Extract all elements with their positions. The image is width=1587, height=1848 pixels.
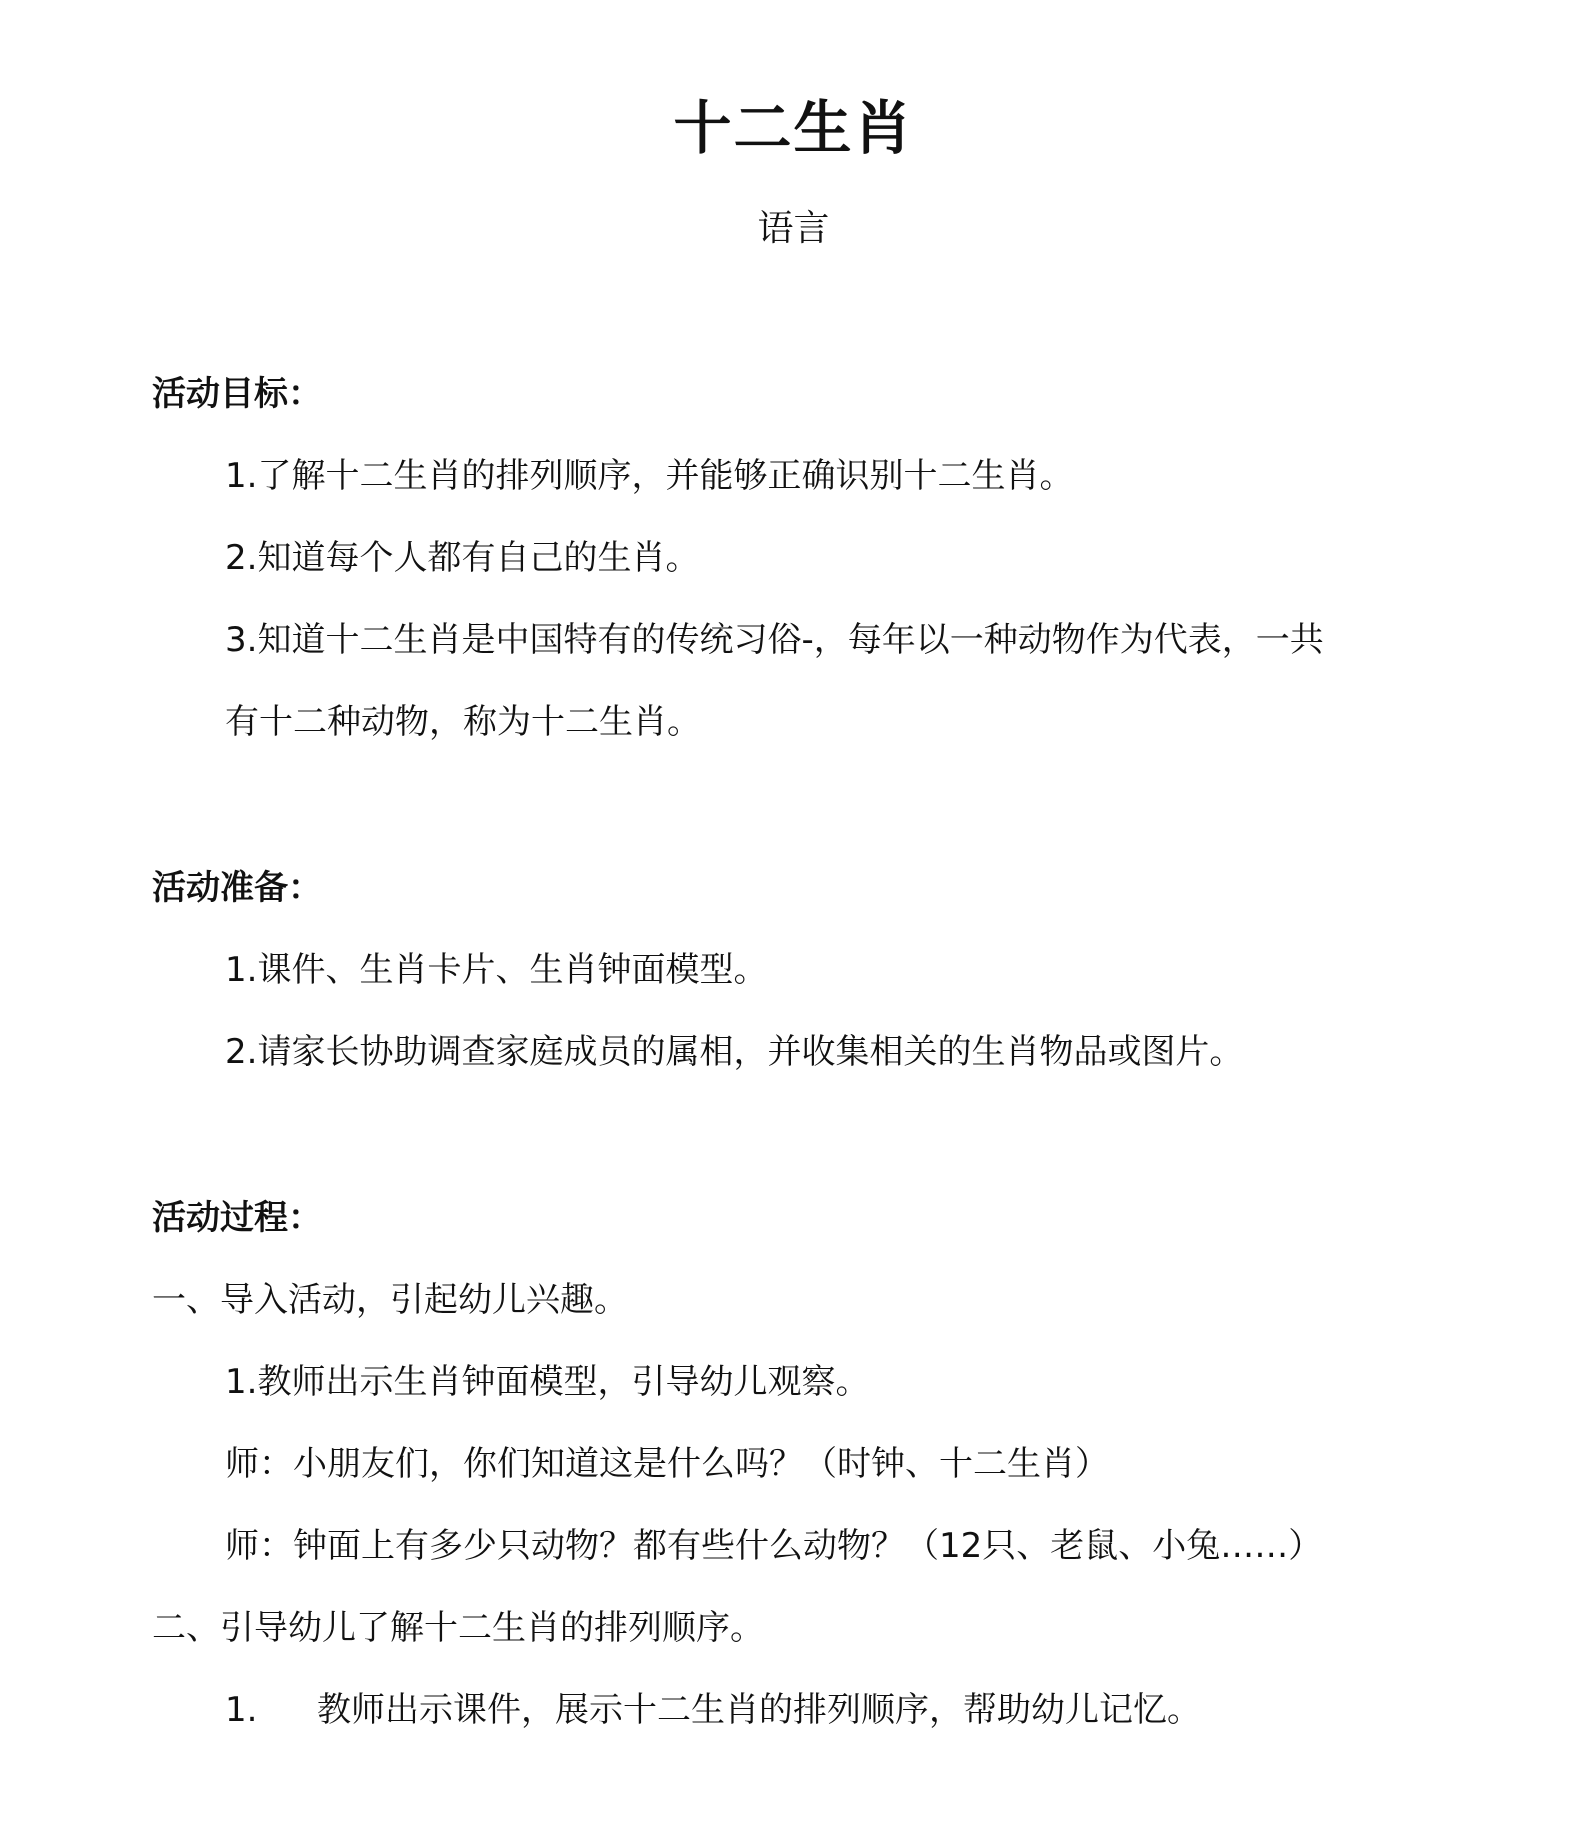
process-step-2-title: 二、引导幼儿了解十二生肖的排列顺序。 [152, 1608, 764, 1648]
process-step-2-item-1 [225, 1688, 1201, 1732]
process-step-1-title: 一、导入活动，引起幼儿兴趣。 [152, 1280, 628, 1320]
goal-item-1: 1.了解十二生肖的排列顺序，并能够正确识别十二生肖。 [225, 456, 1074, 496]
section-heading-process: 活动过程： [152, 1198, 322, 1238]
list-item-text: 教师出示课件，展示十二生肖的排列顺序，帮助幼儿记忆。 [317, 1690, 1201, 1730]
goal-item-3-continued: 有十二种动物，称为十二生肖。 [225, 702, 701, 742]
process-step-1-item-1: 1.教师出示生肖钟面模型，引导幼儿观察。 [225, 1362, 870, 1402]
list-number: 1. [225, 1690, 258, 1730]
process-step-1-dialogue-2: 师：钟面上有多少只动物？都有些什么动物？（12只、老鼠、小兔……） [225, 1526, 1323, 1566]
section-heading-preparation: 活动准备： [152, 868, 322, 908]
preparation-item-1: 1.课件、生肖卡片、生肖钟面模型。 [225, 950, 768, 990]
process-step-1-dialogue-1: 师：小朋友们，你们知道这是什么吗？（时钟、十二生肖） [225, 1444, 1109, 1484]
goal-item-3: 3.知道十二生肖是中国特有的传统习俗-，每年以一种动物作为代表，一共 [225, 620, 1324, 660]
document-subtitle: 语言 [757, 208, 830, 249]
document-title: 十二生肖 [673, 94, 914, 162]
goal-item-2: 2.知道每个人都有自己的生肖。 [225, 538, 700, 578]
section-heading-goals: 活动目标： [152, 374, 322, 414]
preparation-item-2: 2.请家长协助调查家庭成员的属相，并收集相关的生肖物品或图片。 [225, 1032, 1244, 1072]
